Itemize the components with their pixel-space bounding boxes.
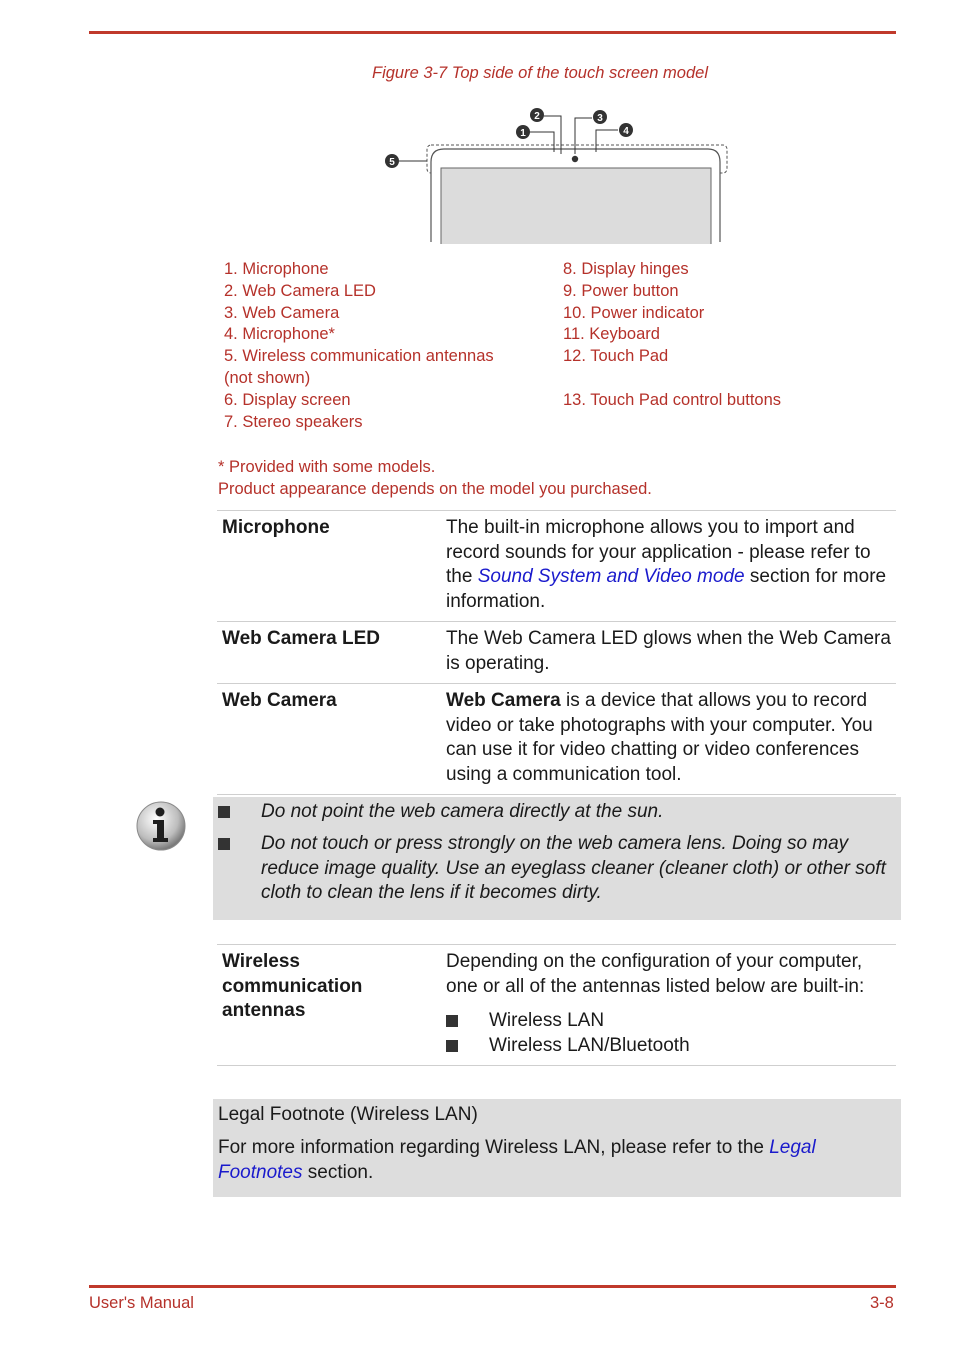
info-icon bbox=[135, 800, 187, 852]
desc-web-camera: Web Camera is a device that allows you to record video or take photographs with your computer. You can use it for video chatting or video conferences using a communication tool. bbox=[446, 690, 873, 785]
table-row bbox=[217, 944, 896, 1066]
leader-2 bbox=[544, 116, 561, 154]
legal-footnotes-link[interactable]: Legal Footnotes bbox=[218, 1137, 816, 1183]
legend-item: 3. Web Camera bbox=[224, 303, 340, 322]
legend-item: 10. Power indicator bbox=[563, 303, 705, 322]
callout-5-label: 5 bbox=[389, 157, 395, 168]
desc-microphone: The built-in microphone allows you to import and record sounds for your application - please refer to the Sound System and Video mode section for more information. bbox=[446, 517, 887, 612]
legal-footnote-box bbox=[213, 1099, 901, 1197]
top-side-illustration bbox=[380, 104, 740, 244]
legend-item: 1. Microphone bbox=[224, 260, 329, 278]
callout-1-label: 1 bbox=[520, 128, 526, 139]
legend-item: 12. Touch Pad bbox=[563, 347, 669, 366]
bullet-square bbox=[218, 806, 230, 818]
web-camera-icon bbox=[572, 156, 578, 162]
legend-item: 2. Web Camera LED bbox=[224, 281, 376, 300]
callout-4 bbox=[619, 123, 633, 137]
legend-left bbox=[224, 259, 494, 433]
list-item: Wireless LAN bbox=[446, 1009, 896, 1034]
note-item: Do not point the web camera directly at the sun. bbox=[261, 801, 664, 822]
table-row bbox=[217, 683, 896, 795]
table-row bbox=[217, 510, 896, 621]
sound-system-link[interactable]: Sound System and Video mode bbox=[477, 566, 745, 587]
note-line: * Provided with some models. bbox=[218, 458, 436, 476]
note-line: Product appearance depends on the model you purchased. bbox=[218, 480, 652, 498]
note-box bbox=[213, 797, 901, 920]
footer-title: User's Manual bbox=[89, 1294, 194, 1312]
callout-1 bbox=[516, 125, 530, 139]
desc-web-camera-led: The Web Camera LED glows when the Web Camera is operating. bbox=[446, 628, 891, 674]
term-web-camera: Web Camera bbox=[222, 690, 337, 711]
note-item: Do not touch or press strongly on the web camera lens. Doing so may reduce image quality. Use an eyeglass cleaner (cleaner cloth) or other soft cloth to clean the lens if it becomes dirty. bbox=[261, 833, 886, 903]
legend-item: 9. Power button bbox=[563, 281, 679, 300]
display-screen bbox=[441, 168, 711, 244]
legend-item: 5. Wireless communication antennas bbox=[224, 347, 494, 366]
figure-caption: Figure 3-7 Top side of the touch screen model bbox=[372, 64, 709, 82]
bullet-square bbox=[446, 1015, 458, 1027]
legend-item: 13. Touch Pad control buttons bbox=[563, 390, 782, 409]
term-microphone: Microphone bbox=[222, 517, 330, 538]
bottom-rule bbox=[89, 1285, 896, 1288]
legal-text: For more information regarding Wireless LAN, please refer to the Legal Footnotes section. bbox=[218, 1137, 816, 1183]
legend-item: 11. Keyboard bbox=[563, 325, 660, 344]
page-number: 3-8 bbox=[870, 1294, 894, 1312]
callout-3 bbox=[593, 110, 607, 124]
legend-right bbox=[563, 259, 781, 412]
callout-2 bbox=[530, 108, 544, 122]
definition-table-2 bbox=[217, 944, 896, 1066]
legend-item: 4. Microphone* bbox=[224, 325, 335, 344]
legend-item: 6. Display screen bbox=[224, 390, 351, 409]
bullet-square bbox=[218, 838, 230, 850]
callout-2-label: 2 bbox=[534, 111, 540, 122]
term-web-camera-led: Web Camera LED bbox=[222, 628, 381, 649]
term-wireless-antennas: Wireless communication antennas bbox=[222, 951, 363, 1021]
table-row bbox=[217, 621, 896, 683]
desc-wireless-antennas: Depending on the configuration of your computer, one or all of the antennas listed below are built-in: Wireless LAN Wireless LAN/Bluetooth bbox=[446, 945, 896, 1065]
callout-4-label: 4 bbox=[623, 126, 629, 137]
list-item: Wireless LAN/Bluetooth bbox=[446, 1034, 896, 1059]
legend-item: 7. Stereo speakers bbox=[224, 412, 363, 431]
bullet-square bbox=[446, 1040, 458, 1052]
callout-3-label: 3 bbox=[597, 113, 603, 124]
figure-notes bbox=[218, 456, 652, 500]
legal-title: Legal Footnote (Wireless LAN) bbox=[218, 1104, 478, 1125]
legend-item: (not shown) bbox=[224, 368, 311, 387]
legend-item: 8. Display hinges bbox=[563, 260, 689, 278]
definition-table-1 bbox=[217, 510, 896, 795]
top-rule bbox=[89, 31, 896, 34]
callout-5 bbox=[385, 154, 399, 168]
